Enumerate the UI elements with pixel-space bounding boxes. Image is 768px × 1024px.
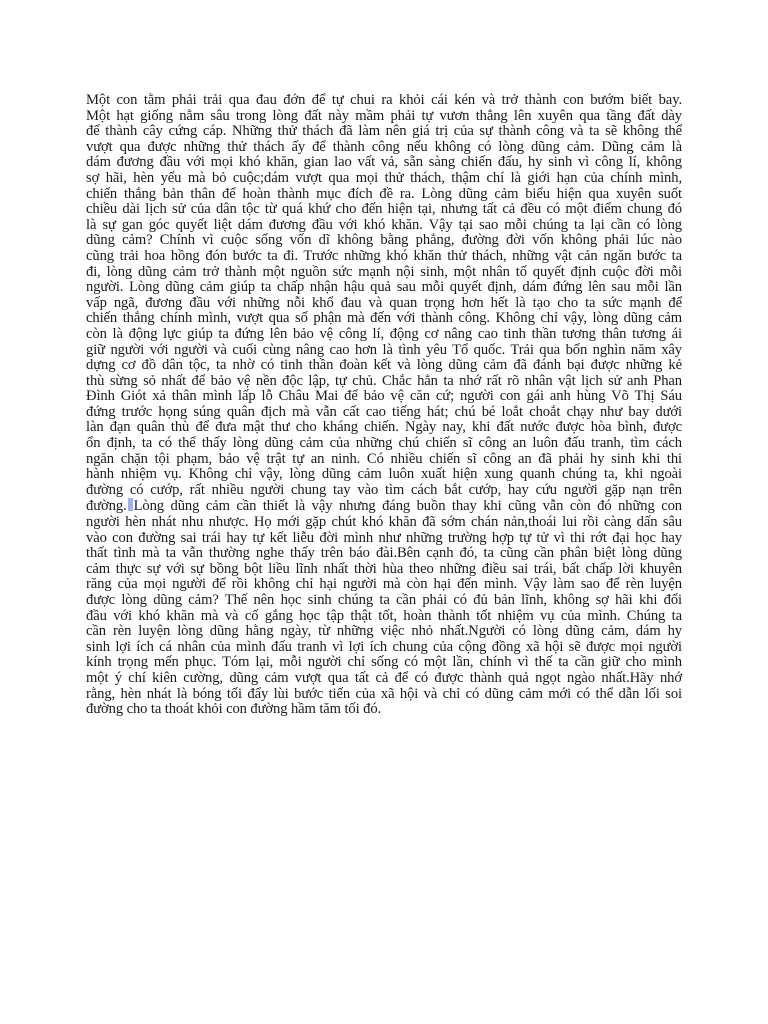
text-line: giữ người với người và cuối cùng nâng cao hơn là tình yêu Tổ quốc. Trải qua bốn nghìn năm xây <box>86 341 682 358</box>
text-segment: Lòng dũng cảm cần thiết là vậy nhưng đáng buồn thay khi cũng vẫn còn đó những con <box>133 498 682 515</box>
text-line: đầu với khó khăn mà và cố gắng học tập thật tốt, hoàn thành tốt nhiệm vụ của mình. Chúng ta <box>86 607 682 624</box>
text-line: vượt qua được những thử thách ấy để thành công nếu không có lòng dũng cảm. Dũng cảm là <box>86 138 682 155</box>
text-line: rằng, hèn nhát là bóng tối đẩy lùi bước tiến của xã hội và chỉ có dũng cảm mới có thể dẫn lối soi <box>86 685 682 702</box>
text-line: được lòng dũng cảm? Thế nên học sinh chúng ta cần phải có đủ bản lĩnh, không sợ hãi khi đối <box>86 592 682 608</box>
text-line: hành nhiệm vụ. Không chỉ vậy, lòng dũng cảm luôn xuất hiện xung quanh chúng ta, khi ngoài <box>86 466 682 483</box>
text-line: Một hạt giống nằm sâu trong lòng đất này mầm phải tự vươn thẳng lên xuyên qua tầng đất dày <box>86 107 682 124</box>
text-line: Đình Giót xả thân mình lấp lỗ Châu Mai để bảo vệ căn cứ; người con gái anh hùng Võ Thị Sáu <box>86 388 682 405</box>
text-line: một ý chí kiên cường, dũng cảm vượt qua tất cả để có được thành quả ngọt ngào nhất.Hãy nhớ <box>86 669 682 686</box>
text-line-with-cursor[interactable] <box>86 498 682 515</box>
text-line: chiến thắng chính mình, vượt qua số phận mà đến với thành công. Không chỉ vậy, lòng dũng cảm <box>86 310 682 327</box>
text-line: làn đạn quân thù để đưa mật thư cho kháng chiến. Ngày nay, khi đất nước được hòa bình, được <box>86 419 682 436</box>
text-line: chiến thắng bản thân để hoàn thành mục đích đề ra. Lòng dũng cảm biểu hiện qua xuyên suốt <box>86 185 682 202</box>
text-line: cần rèn luyện lòng dũng hằng ngày, từ những việc nhỏ nhất.Người có lòng dũng cảm, dám hy <box>86 623 682 640</box>
text-line: người. Lòng dũng cảm giúp ta chấp nhận hậu quả sau mỗi quyết định, dám đứng lên sau mỗi lần <box>86 279 682 296</box>
text-line: vào con đường sai trái hay tự kết liễu đời mình như những trường hợp tự tử vì thi rớt đại học hay <box>86 529 682 546</box>
text-line: răng của mọi người để rồi không chỉ hại người mà còn hại đến mình. Vậy làm sao để rèn luyện <box>86 576 682 593</box>
text-line: đi, lòng dũng cảm trở thành một nguồn sức mạnh nội sinh, một nhân tố quyết định cuộc đời mỗi <box>86 263 682 280</box>
text-line: thù sừng sỏ nhất để bảo vệ nền độc lập, tự chủ. Chắc hẳn ta nhớ rất rõ nhân vật lịch sử anh Phan <box>86 372 682 389</box>
text-line: kính trọng mến phục. Tóm lại, mỗi người chỉ sống có một lần, chính vì thế ta cần giữ cho mình <box>86 654 682 671</box>
text-segment: đường. <box>86 498 127 515</box>
text-cursor <box>128 498 133 511</box>
text-line: thất tình mà ta vẫn thường nghe thấy trên báo đài.Bên cạnh đó, ta cũng cần phân biệt lòng dũng <box>86 545 682 562</box>
text-line: cũng trải hoa hồng đón bước ta đi. Trước những khó khăn thử thách, những vật cản ngăn bước ta <box>86 247 682 264</box>
text-line: dám đương đầu với mọi khó khăn, gian lao vất vả, sẵn sàng chiến đấu, hy sinh vì công lí, không <box>86 154 682 171</box>
essay-body <box>86 93 682 718</box>
text-line: dũng cảm? Chính vì cuộc sống vốn dĩ không bằng phẳng, đường đời vốn không phải lúc nào <box>86 232 682 249</box>
text-line: đường cho ta thoát khỏi con đường hầm tăm tối đó. <box>86 701 382 718</box>
text-line: người hèn nhát nhu nhược. Họ mới gặp chút khó khăn đã sớm chán nản,thoái lui rồi càng dấn sâu <box>86 514 682 531</box>
text-line: cảm thực sự với sự bồng bột liều lĩnh nhất thời hùa theo những điều sai trái, bất chấp lời khuyên <box>86 560 682 577</box>
text-line: dựng cơ đồ dân tộc, ta nhờ có tinh thần đoàn kết và lòng dũng cảm đã đánh bại được những kẻ <box>86 357 682 374</box>
text-line: đường có cướp, rất nhiều người chung tay vào tìm cách bắt cướp, hay cứu người gặp nạn trên <box>86 481 682 498</box>
text-line: ngăn chặn tội phạm, bảo vệ trật tự an ninh. Có nhiều chiến sĩ công an đã phải hy sinh khi thi <box>86 450 682 467</box>
text-line: ổn định, ta có thể thấy lòng dũng cảm của những chú chiến sĩ công an luôn đấu tranh, tìm cách <box>86 435 682 452</box>
text-line: sợ hãi, hèn yếu mà bỏ cuộc;dám vượt qua mọi thử thách, thậm chí là giới hạn của chính mình, <box>86 169 682 186</box>
text-line: còn là động lực giúp ta đứng lên bảo vệ công lí, động cơ nâng cao tinh thần tương thân tương ái <box>86 325 682 342</box>
text-line: chiều dài lịch sử của dân tộc từ quá khứ cho đến hiện tại, nhưng tất cả đều có một điểm chung đó <box>86 201 682 218</box>
text-line: Một con tằm phải trải qua đau đớn để tự chui ra khỏi cái kén và trở thành con bướm biết bay. <box>86 92 682 108</box>
text-line: sinh lợi ích cá nhân của mình đấu tranh vì lợi ích chung của cộng đồng xã hội sẽ được mọi người <box>86 638 682 655</box>
text-line: đứng trước họng súng quân địch mà vẫn cất cao tiếng hát; chú bé loắt choắt chạy như bay dưới <box>86 403 682 420</box>
text-line: để thành cây cứng cáp. Những thử thách đã làm nên giá trị của sự thành công và ta sẽ không thể <box>86 123 682 140</box>
text-line: vấp ngã, đương đầu với những nỗi khổ đau và quan trọng hơn hết là tạo cho ta sức mạnh để <box>86 294 682 311</box>
text-line: là sự gan góc quyết liệt dám đương đầu với khó khăn. Vậy tại sao mỗi chúng ta lại cần có lòng <box>86 216 682 233</box>
